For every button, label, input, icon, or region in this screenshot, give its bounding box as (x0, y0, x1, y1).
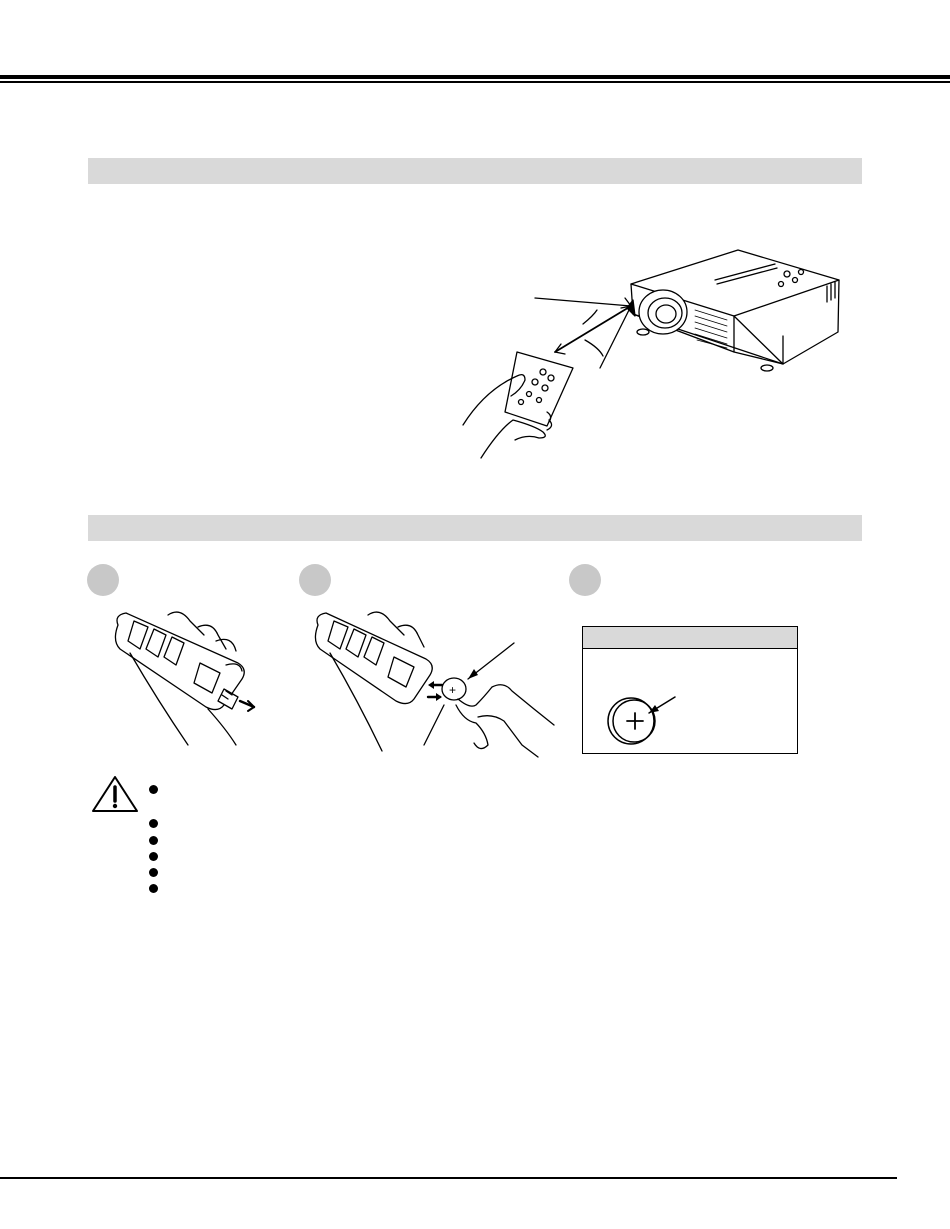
caution-bullet (149, 852, 158, 861)
caution-bullet (149, 884, 158, 893)
header-rule-thin (0, 81, 950, 83)
caution-bullet (149, 868, 158, 877)
section-band-battery (88, 515, 862, 541)
header-rule (0, 75, 950, 79)
caution-bullet (149, 819, 158, 828)
step-3-marker (569, 564, 601, 596)
section-band-operating-range (88, 158, 862, 184)
battery-polarity-box (582, 626, 798, 754)
warning-triangle-icon (90, 774, 140, 814)
caution-bullet (149, 785, 158, 794)
open-battery-compartment-illustration (108, 605, 278, 750)
battery-plus-sign: + (449, 683, 457, 697)
step-2-marker (299, 564, 331, 596)
battery-polarity-box-header (583, 627, 797, 649)
remove-insert-battery-illustration (308, 605, 558, 760)
caution-bullet (149, 836, 158, 845)
step-1-marker (87, 564, 119, 596)
footer-rule (0, 1177, 897, 1179)
battery-polarity-illustration (603, 693, 713, 753)
remote-operating-range-illustration (455, 240, 855, 465)
